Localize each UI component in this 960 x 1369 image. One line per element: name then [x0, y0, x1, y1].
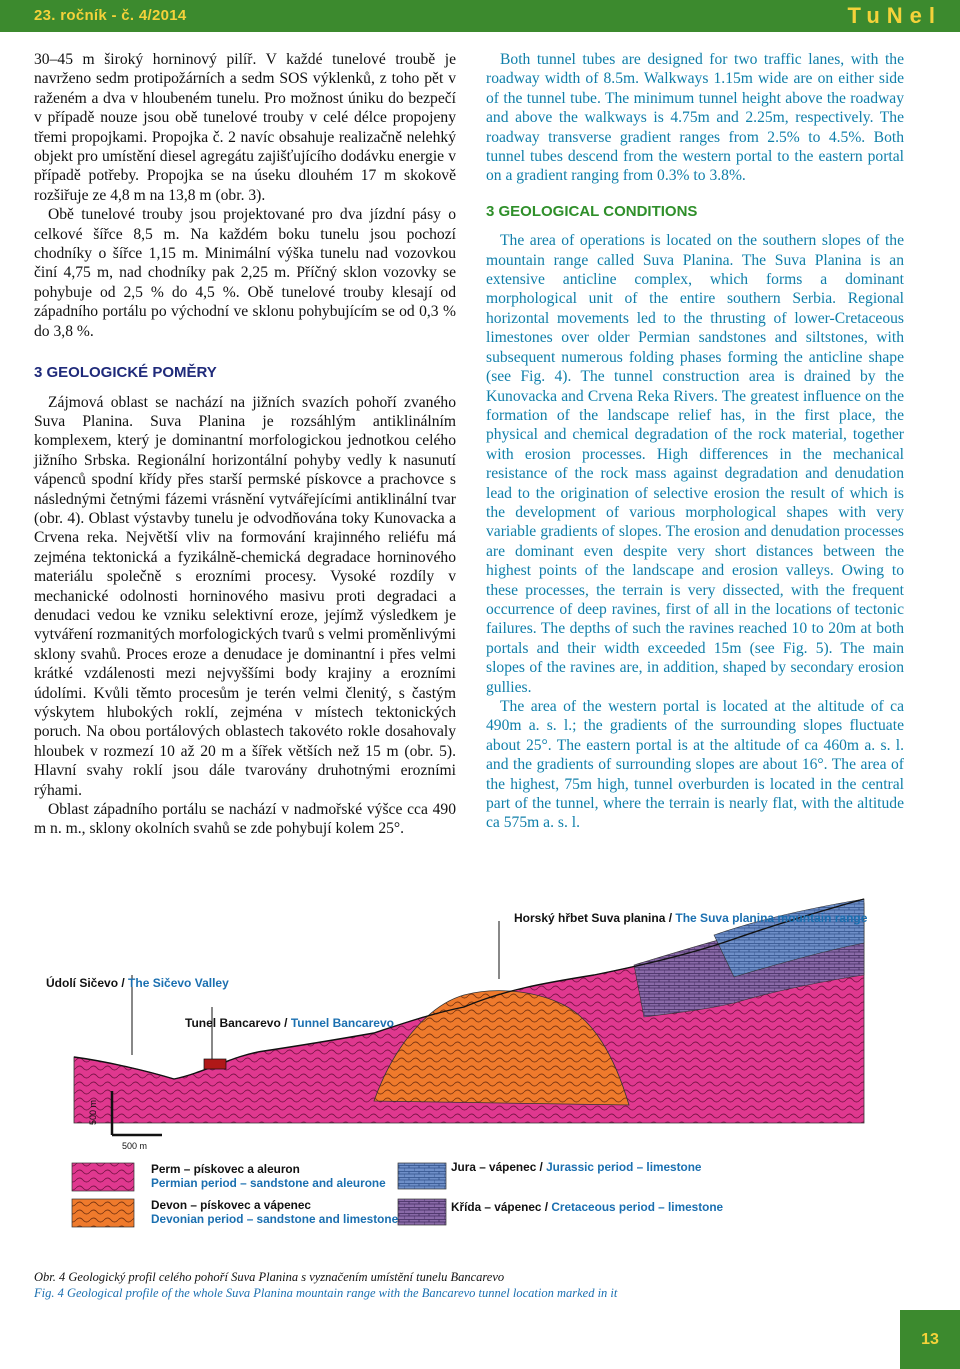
cz-section-heading: 3 GEOLOGICKÉ POMĚRY: [34, 364, 217, 382]
vertical-scale-label: 500 m: [88, 1099, 98, 1125]
label-sicevo-valley: Údolí Sičevo / The Sičevo Valley: [46, 976, 229, 990]
page-number: 13: [900, 1310, 960, 1369]
label-tunnel-bancarevo: Tunel Bancarevo / Tunnel Bancarevo: [185, 1016, 394, 1030]
legend-swatch-cretaceous: [398, 1199, 446, 1225]
caption-en: Fig. 4 Geological profile of the whole Suva Planina mountain range with the Bancarevo tunnel location marked in it: [34, 1286, 618, 1300]
tunel-logo: TuNel: [847, 3, 942, 28]
legend-jurassic: Jura – vápenec / Jurassic period – limestone: [451, 1160, 702, 1174]
legend-swatch-jurassic: [398, 1163, 446, 1189]
issue-label: 23. ročník - č. 4/2014: [34, 7, 187, 24]
cz-paragraph-3: Zájmová oblast se nachází na jižních svazích pohoří zvaného Suva Planina. Suva Planina je rozsáhlým antiklinálním komplexem, který je dominantní morfologickou jednotkou celého jižního Srbska. Regionální horizontální pohyby vedly k nasunutí vápenců spodní křídy přes starší permské pískovce a prachovce s následnými četnými fázemi vrásnění vytvářejícími antiklinální tvar (obr. 4). Oblast výstavby tunelu je odvodňována toky Kunovacka a Crvena reka. Největší vliv na formování krajinného reliéfu má zejména tektonická a fyzikálně-chemická degradace horninového materiálu společně s erozními procesy. Vysoké rozdíly v mechanické odolnosti horninového masivu proti degradaci a denudaci vedou ke vzniku selektivní eroze, jejímž výsledkem je vytváření rozmanitých morfologických tvarů s velmi proměnlivými sklony svahů. Proces eroze a denudace je dominantní i přes velmi krátké vzdálenosti mezi nejvyššími body krajiny a erozními údolími. Kvůli těmto procesům je terén velmi členitý, s častým výskytem hlubokých roklí, zejména v místech tektonických poruch. Na obou portálových oblastech takovéto rokle dosahovaly hloubek v rozmezí 10 až 20 m a šířek větších než 15 m (obr. 5). Hlavní svahy roklí jsou dále tvarovány druhotnými erozními rýhami.: [34, 393, 456, 799]
english-column: [486, 50, 904, 833]
horizontal-scale-label: 500 m: [122, 1141, 148, 1151]
caption-cz: Obr. 4 Geologický profil celého pohoří Suva Planina s vyznačením umístění tunelu Bancarevo: [34, 1270, 505, 1284]
figure-caption: [34, 1269, 924, 1301]
legend-permian: Perm – pískovec a aleuron Permian period – sandstone and aleurone: [151, 1162, 386, 1190]
en-paragraph-3: The area of the western portal is located at the altitude of ca 490m a. s. l.; the gradients of the surrounding slopes fluctuate about 25°. The eastern portal is at the altitude of ca 460m a. s. l. and the gradients of surrounding slopes are about 16°. The area of the highest, 75m high, tunnel overburden is located in the central part of the tunnel, where the terrain is nearly flat, with the altitude ca 575m a. s. l.: [486, 698, 904, 832]
cz-paragraph-4: Oblast západního portálu se nachází v nadmořské výšce cca 490 m n. m., sklony okolních svahů se zde pohybují kolem 25°.: [34, 801, 456, 838]
en-paragraph-2: The area of operations is located on the southern slopes of the mountain range called Suva Planina. The Suva Planina is an extensive anticline complex, which forms a dominant morphological unit of the entire southern Serbia. Regional horizontal movements led to the thrusting of lower-Cretaceous limestones over older Permian sandstones and siltstones, with subsequent numerous folding phases forming the anticline shape (see Fig. 4). The tunnel construction area is drained by the Kunovacka and Crvena Reka Rivers. The greatest influence on the formation of the landscape relief has, in the first place, the physical and chemical degradation of the rock material, together with erosion processes. High differences in the mechanical resistance of the rock mass against degradation and denudation lead to the origination of selective erosion the result of which is the development of various morphological shapes with very variable gradients of slopes. The erosion and denudation processes are dominant even despite very short distances between the highest points of the landscape and erosion valleys. Owing to these processes, the terrain is very dissected, with the frequent occurrence of deep ravines, first of all in the locations of tectonic failures. The depths of such the ravines reached 10 to 20m at both portals and their width exceeded 15m (see Fig. 5). The main slopes of the ravines are, in addition, shaped by secondary erosion gullies.: [486, 232, 904, 696]
legend-cretaceous: Křída – vápenec / Cretaceous period – limestone: [451, 1200, 724, 1214]
cz-paragraph-1: 30–45 m široký horninový pilíř. V každé tunelové troubě je navrženo sedm protipožárních a sedm SOS výklenků, z toho pět v raženém a dva v hloubeném tunelu. Pro možnost úniku do bezpečí v případě nouze jsou obě tunelové trouby v celé délce propojeny třemi propojkami. Propojka č. 2 navíc obsahuje realizačně nelehký objekt pro umístění diesel agregátu zajišťujícího dodávku energie v případě potřeby. Propojka se na úseku dlouhém 17 m skokově rozšiřuje ze 4,8 m na 13,8 m (obr. 3).: [34, 51, 456, 204]
cz-paragraph-2: Obě tunelové trouby jsou projektované pro dva jízdní pásy o celkové šířce 8,5 m. Na každém boku tunelu jsou pochozí chodníky o šířce 1,15 m. Minimální výška tunelu nad vozovkou činí 4,75 m, nad chodníky pak 2,25 m. Příčný sklon vozovky se pohybuje od 2,5 % do 4,5 %. Obě tunelové trouby klesají od západního portálu po východní ve sklonu pohybujícím se od 0,3 % do 3,8 %.: [34, 206, 456, 340]
legend-swatch-devonian: [72, 1199, 134, 1227]
label-suva-planina: Horský hřbet Suva planina / The Suva planina mountain range: [514, 911, 868, 925]
geological-profile-figure: [34, 895, 924, 1255]
legend-swatch-permian: [72, 1163, 134, 1191]
legend-devonian: Devon – pískovec a vápenec Devonian period – sandstone and limestone: [151, 1198, 399, 1226]
en-section-heading: 3 GEOLOGICAL CONDITIONS: [486, 202, 698, 220]
en-paragraph-1: Both tunnel tubes are designed for two traffic lanes, with the roadway width of 8.5m. Walkways 1.15m wide are on either side of the tunnel tube. The minimum tunnel height above the roadway and above the walkways is 4.75m and 2.25m, respectively. The roadway transverse gradient ranges from 2.5% to 4.5%. Both tunnel tubes descend from the western portal to the eastern portal on a gradient ranging from 0.3% to 3.8%.: [486, 51, 904, 185]
czech-column: [34, 50, 456, 839]
header-bar: [0, 0, 960, 32]
